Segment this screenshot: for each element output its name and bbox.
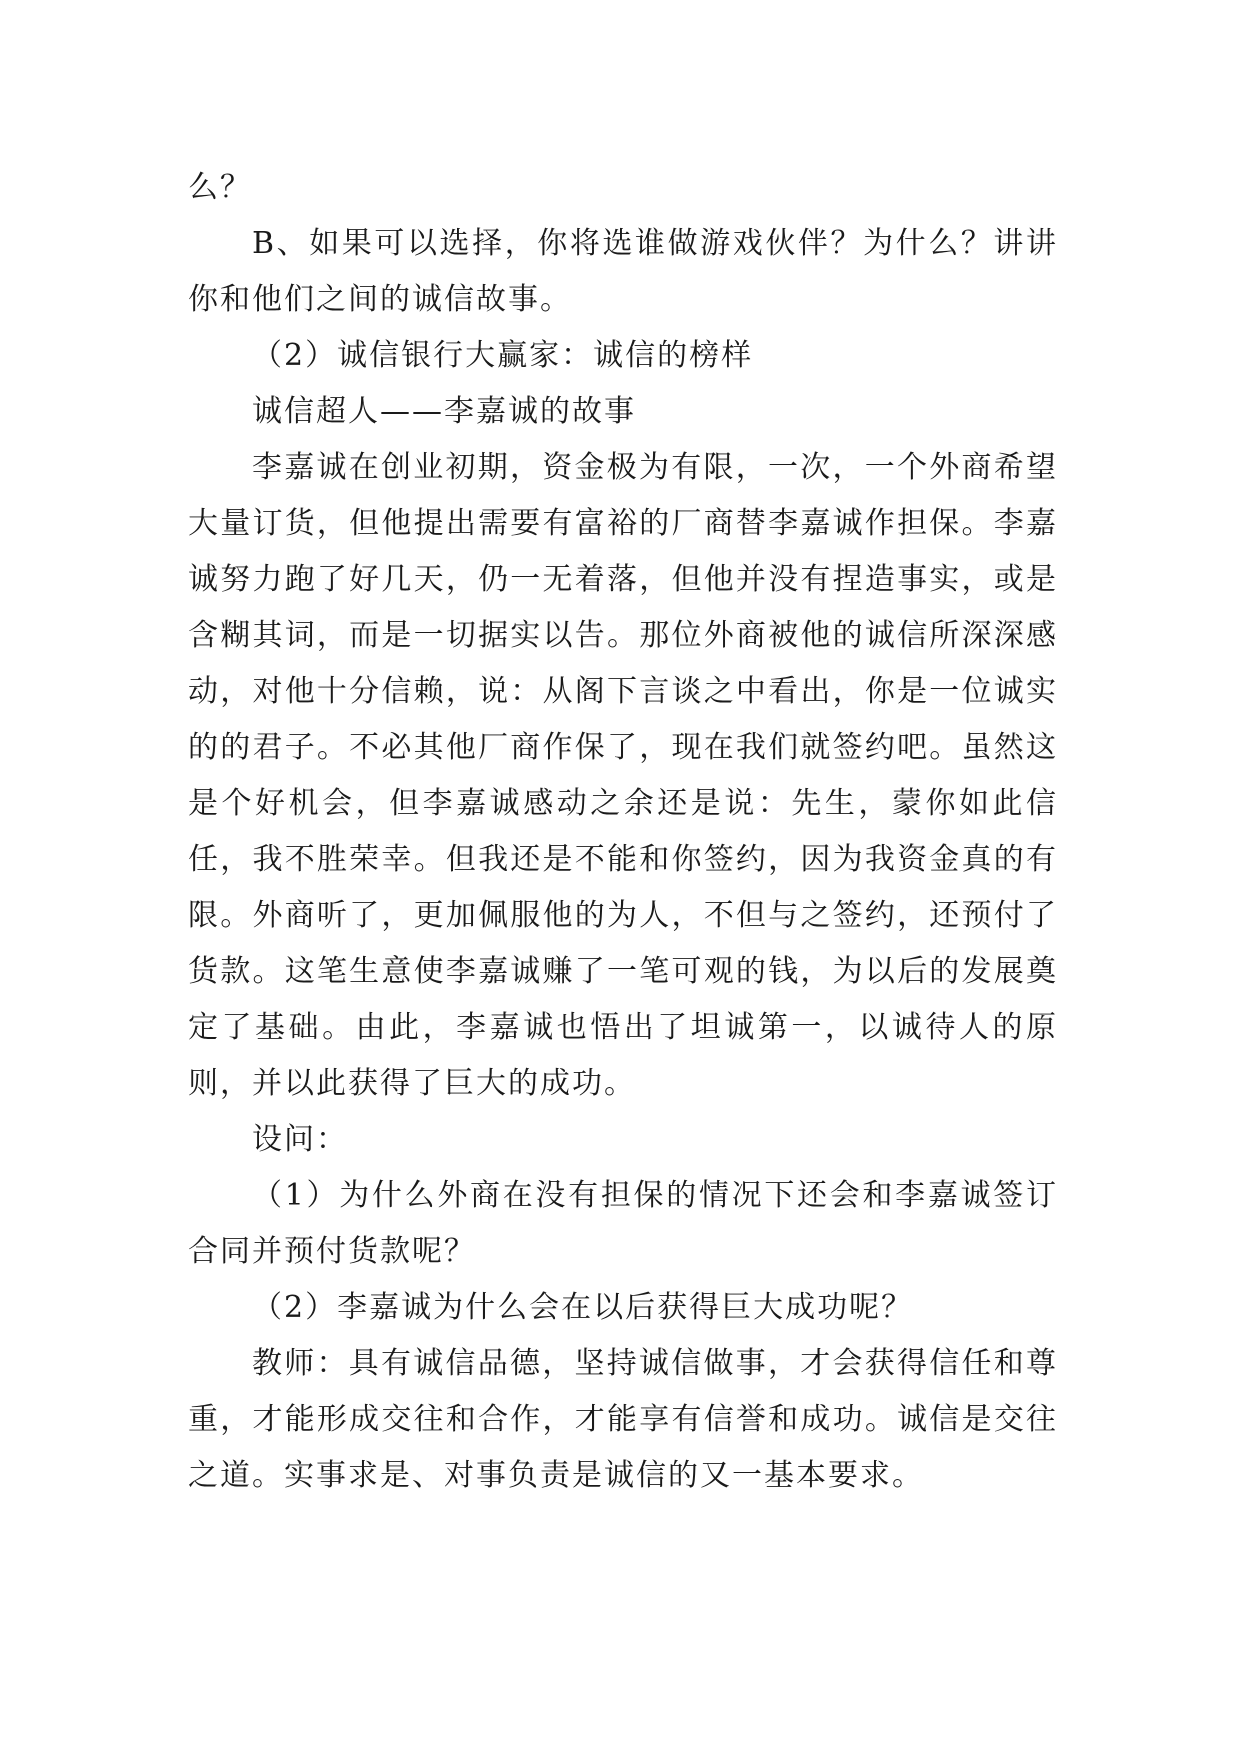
document-body xyxy=(188,160,1058,1504)
paragraph-continuation: 么？ xyxy=(188,170,252,205)
teacher-summary: 教师：具有诚信品德，坚持诚信做事，才会获得信任和尊重，才能形成交往和合作，才能享有信誉和成功。诚信是交往之道。实事求是、对事负责是诚信的又一基本要求。 xyxy=(188,1346,1058,1493)
story-paragraph: 李嘉诚在创业初期，资金极为有限，一次，一个外商希望大量订货，但他提出需要有富裕的厂商替李嘉诚作担保。李嘉诚努力跑了好几天，仍一无着落，但他并没有捏造事实，或是含糊其词，而是一切据实以告。那位外商被他的诚信所深深感动，对他十分信赖，说：从阁下言谈之中看出，你是一位诚实的的君子。不必其他厂商作保了，现在我们就签约吧。虽然这是个好机会，但李嘉诚感动之余还是说：先生，蒙你如此信任，我不胜荣幸。但我还是不能和你签约，因为我资金真的有限。外商听了，更加佩服他的为人，不但与之签约，还预付了货款。这笔生意使李嘉诚赚了一笔可观的钱，为以后的发展奠定了基础。由此，李嘉诚也悟出了坦诚第一，以诚待人的原则，并以此获得了巨大的成功。 xyxy=(188,450,1058,1101)
section-heading-integrity-bank: （2）诚信银行大赢家：诚信的榜样 xyxy=(252,338,754,373)
question-2: （2）李嘉诚为什么会在以后获得巨大成功呢？ xyxy=(252,1290,914,1325)
paragraph-question-b: B、如果可以选择，你将选谁做游戏伙伴？为什么？讲讲你和他们之间的诚信故事。 xyxy=(188,226,1058,317)
question-1: （1）为什么外商在没有担保的情况下还会和李嘉诚签订合同并预付货款呢？ xyxy=(188,1178,1058,1269)
questions-heading: 设问： xyxy=(252,1122,348,1157)
story-title: 诚信超人——李嘉诚的故事 xyxy=(252,394,636,429)
